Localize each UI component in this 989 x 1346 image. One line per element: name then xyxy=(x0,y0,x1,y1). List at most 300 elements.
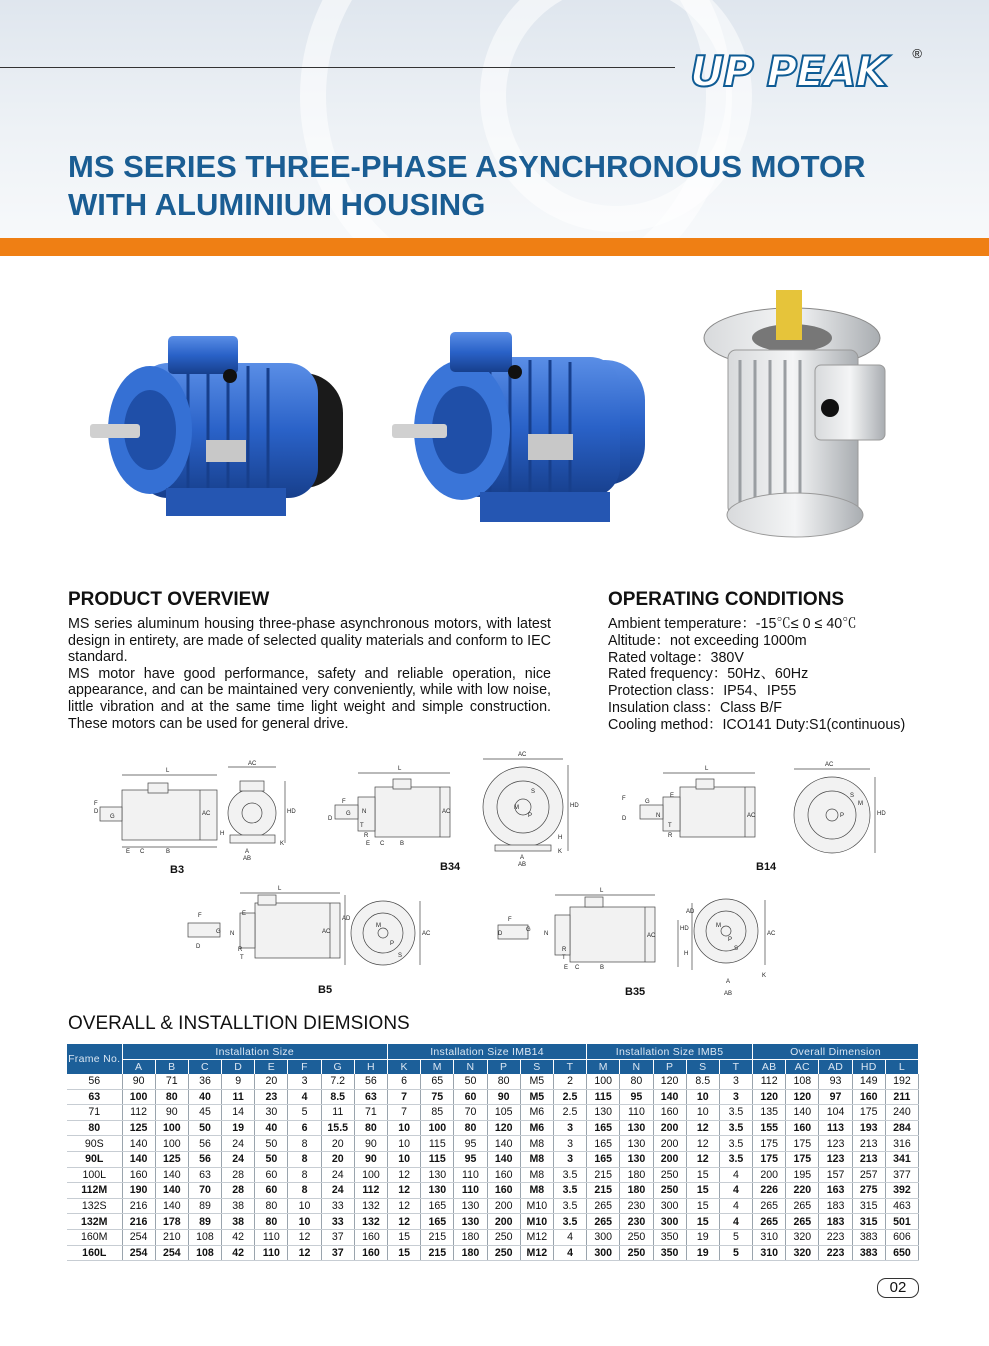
dimensions-table-title: OVERALL & INSTALLTION DIEMSIONS xyxy=(68,1013,410,1034)
table-cell: 265 xyxy=(753,1198,786,1214)
conditions-heading: OPERATING CONDITIONS xyxy=(608,589,845,610)
svg-text:C: C xyxy=(380,841,385,847)
table-cell: 4 xyxy=(719,1167,752,1183)
frame-cell: 56 xyxy=(67,1074,122,1089)
table-cell: M10 xyxy=(520,1214,553,1230)
table-cell: 190 xyxy=(122,1183,155,1199)
table-cell: 105 xyxy=(487,1105,520,1121)
table-cell: 215 xyxy=(421,1245,454,1261)
table-cell: 165 xyxy=(421,1214,454,1230)
svg-text:AB: AB xyxy=(724,991,733,997)
table-cell: 240 xyxy=(885,1105,918,1121)
header-frame-no: Frame No. xyxy=(67,1044,122,1074)
svg-text:A: A xyxy=(520,855,525,861)
dimensions-table xyxy=(67,1044,919,1261)
frame-cell: 112M xyxy=(67,1183,122,1199)
table-cell: 140 xyxy=(155,1198,188,1214)
column-header: B xyxy=(155,1060,188,1075)
table-cell: 90 xyxy=(354,1136,387,1152)
table-cell: 3.5 xyxy=(719,1136,752,1152)
svg-text:T: T xyxy=(668,823,672,829)
header-installation-size: Installation Size xyxy=(122,1044,388,1060)
table-cell: 175 xyxy=(753,1151,786,1167)
table-cell: 140 xyxy=(122,1151,155,1167)
table-row xyxy=(67,1074,919,1089)
svg-text:A: A xyxy=(726,979,731,985)
table-cell: 3.5 xyxy=(719,1151,752,1167)
table-cell: 257 xyxy=(852,1167,885,1183)
svg-text:H: H xyxy=(684,951,689,957)
condition-rated-frequency: Rated frequency：50Hz、60Hz xyxy=(608,666,809,683)
table-cell: 350 xyxy=(653,1245,686,1261)
dimension-drawings xyxy=(80,745,940,1005)
table-cell: 183 xyxy=(819,1198,852,1214)
overview-text xyxy=(68,616,551,732)
table-cell: 140 xyxy=(653,1089,686,1105)
table-cell: 23 xyxy=(255,1089,288,1105)
table-cell: 63 xyxy=(354,1089,387,1105)
table-cell: 310 xyxy=(753,1229,786,1245)
table-cell: 3.5 xyxy=(719,1120,752,1136)
table-cell: 24 xyxy=(222,1136,255,1152)
table-cell: 254 xyxy=(122,1245,155,1261)
table-cell: 216 xyxy=(122,1198,155,1214)
table-cell: M8 xyxy=(520,1151,553,1167)
table-cell: 140 xyxy=(155,1183,188,1199)
svg-text:M: M xyxy=(376,923,381,929)
table-cell: 71 xyxy=(354,1105,387,1121)
svg-text:AC: AC xyxy=(825,762,834,768)
table-cell: 80 xyxy=(255,1198,288,1214)
table-cell: 50 xyxy=(255,1151,288,1167)
title-line-1: MS SERIES THREE-PHASE ASYNCHRONOUS MOTOR xyxy=(68,149,866,184)
table-cell: 175 xyxy=(786,1136,819,1152)
frame-cell: 160L xyxy=(67,1245,122,1261)
table-cell: 140 xyxy=(487,1136,520,1152)
table-cell: 130 xyxy=(421,1167,454,1183)
table-cell: 125 xyxy=(122,1120,155,1136)
overview-heading: PRODUCT OVERVIEW xyxy=(68,589,270,610)
svg-text:M: M xyxy=(514,805,519,811)
table-cell: 213 xyxy=(852,1136,885,1152)
table-cell: 11 xyxy=(321,1105,354,1121)
table-cell: 56 xyxy=(188,1136,221,1152)
table-row xyxy=(67,1214,919,1230)
table-row xyxy=(67,1167,919,1183)
table-cell: 14 xyxy=(222,1105,255,1121)
table-cell: 10 xyxy=(686,1089,719,1105)
table-cell: 175 xyxy=(753,1136,786,1152)
table-cell: 20 xyxy=(255,1074,288,1089)
table-cell: 130 xyxy=(587,1105,620,1121)
table-cell: 12 xyxy=(388,1198,421,1214)
table-cell: 216 xyxy=(122,1214,155,1230)
label-b35: B35 xyxy=(625,986,646,998)
header-installation-size-imb14: Installation Size IMB14 xyxy=(388,1044,587,1060)
table-cell: 50 xyxy=(454,1074,487,1089)
table-cell: 90 xyxy=(155,1105,188,1121)
table-cell: 93 xyxy=(819,1074,852,1089)
column-header: S xyxy=(520,1060,553,1075)
table-cell: 10 xyxy=(388,1120,421,1136)
title-line-2: WITH ALUMINIUM HOUSING xyxy=(68,187,486,222)
label-b34: B34 xyxy=(440,861,461,873)
svg-text:AB: AB xyxy=(243,856,252,862)
table-cell: 132 xyxy=(354,1214,387,1230)
table-cell: 300 xyxy=(653,1214,686,1230)
table-cell: 40 xyxy=(188,1089,221,1105)
column-header-row xyxy=(67,1060,919,1075)
label-b14: B14 xyxy=(756,861,777,873)
header-overall-dimension: Overall Dimension xyxy=(753,1044,919,1060)
svg-text:G: G xyxy=(526,927,531,933)
table-cell: 8.5 xyxy=(321,1089,354,1105)
svg-text:HD: HD xyxy=(877,811,886,817)
table-cell: 650 xyxy=(885,1245,918,1261)
frame-cell: 132S xyxy=(67,1198,122,1214)
table-cell: 12 xyxy=(388,1167,421,1183)
drawing-b3 xyxy=(94,761,296,876)
svg-text:E: E xyxy=(564,965,569,971)
column-header: M xyxy=(587,1060,620,1075)
svg-text:K: K xyxy=(558,849,563,855)
svg-text:E: E xyxy=(366,841,371,847)
table-cell: 130 xyxy=(454,1198,487,1214)
svg-text:D: D xyxy=(498,931,503,937)
table-cell: 140 xyxy=(155,1167,188,1183)
table-cell: 37 xyxy=(321,1245,354,1261)
frame-cell: 100L xyxy=(67,1167,122,1183)
table-cell: 226 xyxy=(753,1183,786,1199)
table-cell: 3.5 xyxy=(553,1198,586,1214)
table-cell: 110 xyxy=(255,1229,288,1245)
table-cell: 175 xyxy=(786,1151,819,1167)
table-cell: 3 xyxy=(553,1120,586,1136)
table-cell: 178 xyxy=(155,1214,188,1230)
table-cell: 160 xyxy=(653,1105,686,1121)
column-header: F xyxy=(288,1060,321,1075)
table-cell: 100 xyxy=(155,1136,188,1152)
table-cell: 8 xyxy=(288,1167,321,1183)
svg-text:F: F xyxy=(508,917,512,923)
table-cell: 254 xyxy=(155,1245,188,1261)
svg-text:C: C xyxy=(140,849,145,855)
drawing-b14 xyxy=(622,762,886,873)
svg-text:AC: AC xyxy=(422,931,431,937)
header-rule xyxy=(0,67,675,68)
column-header: G xyxy=(321,1060,354,1075)
table-cell: 165 xyxy=(421,1198,454,1214)
table-cell: 223 xyxy=(819,1229,852,1245)
motor-image-b14 xyxy=(700,290,895,540)
table-cell: 50 xyxy=(255,1136,288,1152)
table-cell: 3.5 xyxy=(553,1167,586,1183)
brand-name: UP PEAK xyxy=(690,47,888,96)
svg-text:F: F xyxy=(198,913,202,919)
svg-text:D: D xyxy=(94,809,99,815)
table-cell: 15.5 xyxy=(321,1120,354,1136)
column-header: HD xyxy=(852,1060,885,1075)
table-cell: 19 xyxy=(686,1229,719,1245)
svg-text:G: G xyxy=(216,929,221,935)
svg-text:R: R xyxy=(364,833,369,839)
table-cell: 160 xyxy=(487,1183,520,1199)
table-cell: 6 xyxy=(388,1074,421,1089)
table-cell: 130 xyxy=(620,1151,653,1167)
table-cell: 215 xyxy=(587,1183,620,1199)
table-cell: 315 xyxy=(852,1214,885,1230)
svg-text:S: S xyxy=(398,953,403,959)
table-cell: 123 xyxy=(819,1136,852,1152)
table-cell: 210 xyxy=(155,1229,188,1245)
svg-text:AC: AC xyxy=(202,811,211,817)
svg-text:M: M xyxy=(716,923,721,929)
table-cell: 230 xyxy=(620,1198,653,1214)
svg-text:B: B xyxy=(166,849,171,855)
table-cell: 200 xyxy=(487,1214,520,1230)
svg-text:N: N xyxy=(656,813,661,819)
table-cell: 15 xyxy=(686,1167,719,1183)
table-cell: 7.2 xyxy=(321,1074,354,1089)
table-cell: 110 xyxy=(454,1167,487,1183)
table-cell: 11 xyxy=(222,1089,255,1105)
svg-text:L: L xyxy=(600,888,604,894)
table-cell: 112 xyxy=(354,1183,387,1199)
table-cell: 95 xyxy=(454,1151,487,1167)
table-cell: 195 xyxy=(786,1167,819,1183)
table-cell: 140 xyxy=(487,1151,520,1167)
table-cell: 155 xyxy=(753,1120,786,1136)
svg-text:L: L xyxy=(398,766,402,772)
table-cell: 4 xyxy=(553,1229,586,1245)
svg-text:M: M xyxy=(858,801,863,807)
table-cell: 5 xyxy=(288,1105,321,1121)
frame-cell: 80 xyxy=(67,1120,122,1136)
table-cell: 90 xyxy=(354,1151,387,1167)
svg-text:D: D xyxy=(622,816,627,822)
svg-text:T: T xyxy=(360,823,364,829)
svg-text:K: K xyxy=(762,973,767,979)
table-row xyxy=(67,1151,919,1167)
condition-rated-voltage: Rated voltage：380V xyxy=(608,649,744,666)
table-cell: 320 xyxy=(786,1245,819,1261)
table-cell: 275 xyxy=(852,1183,885,1199)
table-cell: 250 xyxy=(487,1229,520,1245)
svg-text:R: R xyxy=(562,947,567,953)
table-cell: 192 xyxy=(885,1074,918,1089)
table-row xyxy=(67,1105,919,1121)
condition-altitude: Altitude：not exceeding 1000m xyxy=(608,632,807,649)
table-cell: 28 xyxy=(222,1183,255,1199)
table-cell: 175 xyxy=(852,1105,885,1121)
svg-text:AC: AC xyxy=(767,931,776,937)
table-cell: 71 xyxy=(155,1074,188,1089)
column-header: T xyxy=(553,1060,586,1075)
table-row xyxy=(67,1229,919,1245)
table-cell: 2.5 xyxy=(553,1105,586,1121)
table-cell: M10 xyxy=(520,1198,553,1214)
table-cell: 10 xyxy=(388,1136,421,1152)
column-header: L xyxy=(885,1060,918,1075)
table-cell: 213 xyxy=(852,1151,885,1167)
table-cell: 250 xyxy=(620,1245,653,1261)
table-cell: 2 xyxy=(553,1074,586,1089)
table-cell: 108 xyxy=(188,1245,221,1261)
table-cell: 180 xyxy=(454,1245,487,1261)
table-cell: 7 xyxy=(388,1105,421,1121)
column-header: K xyxy=(388,1060,421,1075)
table-cell: 108 xyxy=(188,1229,221,1245)
table-cell: 250 xyxy=(487,1245,520,1261)
column-header: E xyxy=(255,1060,288,1075)
table-cell: 37 xyxy=(321,1229,354,1245)
svg-text:P: P xyxy=(840,813,845,819)
table-cell: 220 xyxy=(786,1183,819,1199)
table-cell: 110 xyxy=(255,1245,288,1261)
table-row xyxy=(67,1198,919,1214)
table-cell: 160 xyxy=(354,1245,387,1261)
table-cell: 24 xyxy=(222,1151,255,1167)
table-cell: 341 xyxy=(885,1151,918,1167)
table-cell: 120 xyxy=(753,1089,786,1105)
table-cell: 15 xyxy=(388,1229,421,1245)
table-cell: 100 xyxy=(354,1167,387,1183)
column-header: N xyxy=(620,1060,653,1075)
table-cell: 110 xyxy=(620,1105,653,1121)
condition-protection-class: Protection class：IP54、IP55 xyxy=(608,683,797,700)
table-cell: 4 xyxy=(719,1183,752,1199)
svg-text:AC: AC xyxy=(442,809,451,815)
table-cell: 3 xyxy=(553,1151,586,1167)
table-cell: 10 xyxy=(388,1151,421,1167)
drawing-b34 xyxy=(328,752,579,873)
svg-text:F: F xyxy=(622,796,626,802)
table-cell: 8 xyxy=(288,1151,321,1167)
table-cell: 3 xyxy=(553,1136,586,1152)
column-header: A xyxy=(122,1060,155,1075)
svg-text:AC: AC xyxy=(248,761,257,767)
table-cell: 120 xyxy=(487,1120,520,1136)
table-cell: 140 xyxy=(122,1136,155,1152)
table-cell: 4 xyxy=(719,1214,752,1230)
svg-text:AD: AD xyxy=(342,916,351,922)
table-cell: 50 xyxy=(188,1120,221,1136)
table-cell: M6 xyxy=(520,1120,553,1136)
svg-text:L: L xyxy=(166,768,170,774)
table-cell: M12 xyxy=(520,1229,553,1245)
table-cell: 606 xyxy=(885,1229,918,1245)
table-cell: 10 xyxy=(288,1198,321,1214)
table-cell: 75 xyxy=(421,1089,454,1105)
svg-text:T: T xyxy=(240,955,244,961)
overview-paragraph-1: MS series aluminum housing three-phase asynchronous motors, with latest design in entirety, are made of selected quality materials and conform to IEC standard. xyxy=(68,616,551,666)
table-cell: 108 xyxy=(786,1074,819,1089)
table-cell: 33 xyxy=(321,1198,354,1214)
table-cell: 80 xyxy=(487,1074,520,1089)
table-cell: 70 xyxy=(188,1183,221,1199)
table-cell: 300 xyxy=(587,1245,620,1261)
table-cell: 310 xyxy=(753,1245,786,1261)
table-cell: 230 xyxy=(620,1214,653,1230)
table-cell: 120 xyxy=(653,1074,686,1089)
table-cell: 63 xyxy=(188,1167,221,1183)
table-cell: 115 xyxy=(421,1151,454,1167)
svg-text:N: N xyxy=(544,931,549,937)
table-cell: 3.5 xyxy=(553,1214,586,1230)
table-cell: 100 xyxy=(421,1120,454,1136)
table-row xyxy=(67,1245,919,1261)
table-cell: 4 xyxy=(719,1198,752,1214)
column-header: AC xyxy=(786,1060,819,1075)
table-cell: 97 xyxy=(819,1089,852,1105)
drawing-b35 xyxy=(498,888,776,998)
svg-text:P: P xyxy=(390,941,395,947)
table-cell: 60 xyxy=(454,1089,487,1105)
svg-text:P: P xyxy=(728,937,733,943)
table-cell: 70 xyxy=(454,1105,487,1121)
frame-cell: 63 xyxy=(67,1089,122,1105)
table-cell: 193 xyxy=(852,1120,885,1136)
table-row xyxy=(67,1089,919,1105)
table-cell: 42 xyxy=(222,1245,255,1261)
table-cell: 80 xyxy=(620,1074,653,1089)
svg-text:T: T xyxy=(562,955,566,961)
label-b5: B5 xyxy=(318,984,333,996)
table-cell: 183 xyxy=(819,1214,852,1230)
table-cell: 8 xyxy=(288,1183,321,1199)
table-cell: 30 xyxy=(255,1105,288,1121)
table-cell: M8 xyxy=(520,1136,553,1152)
table-cell: 149 xyxy=(852,1074,885,1089)
column-header: D xyxy=(222,1060,255,1075)
svg-text:G: G xyxy=(346,811,351,817)
table-cell: 12 xyxy=(686,1151,719,1167)
svg-text:P: P xyxy=(528,813,533,819)
table-cell: 89 xyxy=(188,1198,221,1214)
table-cell: 215 xyxy=(587,1167,620,1183)
table-cell: 200 xyxy=(653,1136,686,1152)
table-cell: 45 xyxy=(188,1105,221,1121)
table-cell: 12 xyxy=(686,1120,719,1136)
registered-mark: ® xyxy=(912,46,922,61)
table-cell: 100 xyxy=(122,1089,155,1105)
table-cell: 180 xyxy=(454,1229,487,1245)
svg-text:B: B xyxy=(600,965,605,971)
column-header: M xyxy=(421,1060,454,1075)
frame-cell: 90L xyxy=(67,1151,122,1167)
table-cell: 104 xyxy=(819,1105,852,1121)
svg-text:A: A xyxy=(245,849,250,855)
table-cell: M8 xyxy=(520,1183,553,1199)
svg-text:AC: AC xyxy=(747,813,756,819)
table-cell: 110 xyxy=(454,1183,487,1199)
table-row xyxy=(67,1120,919,1136)
table-cell: 265 xyxy=(753,1214,786,1230)
table-cell: 85 xyxy=(421,1105,454,1121)
table-cell: 130 xyxy=(421,1183,454,1199)
page-title xyxy=(68,148,948,224)
table-cell: 160 xyxy=(122,1167,155,1183)
table-cell: 80 xyxy=(454,1120,487,1136)
table-cell: 200 xyxy=(653,1120,686,1136)
svg-text:E: E xyxy=(242,911,247,917)
table-cell: 90 xyxy=(122,1074,155,1089)
table-cell: 377 xyxy=(885,1167,918,1183)
header-installation-size-imb5: Installation Size IMB5 xyxy=(587,1044,753,1060)
table-cell: 40 xyxy=(255,1120,288,1136)
table-cell: 8 xyxy=(288,1136,321,1152)
table-cell: 135 xyxy=(753,1105,786,1121)
